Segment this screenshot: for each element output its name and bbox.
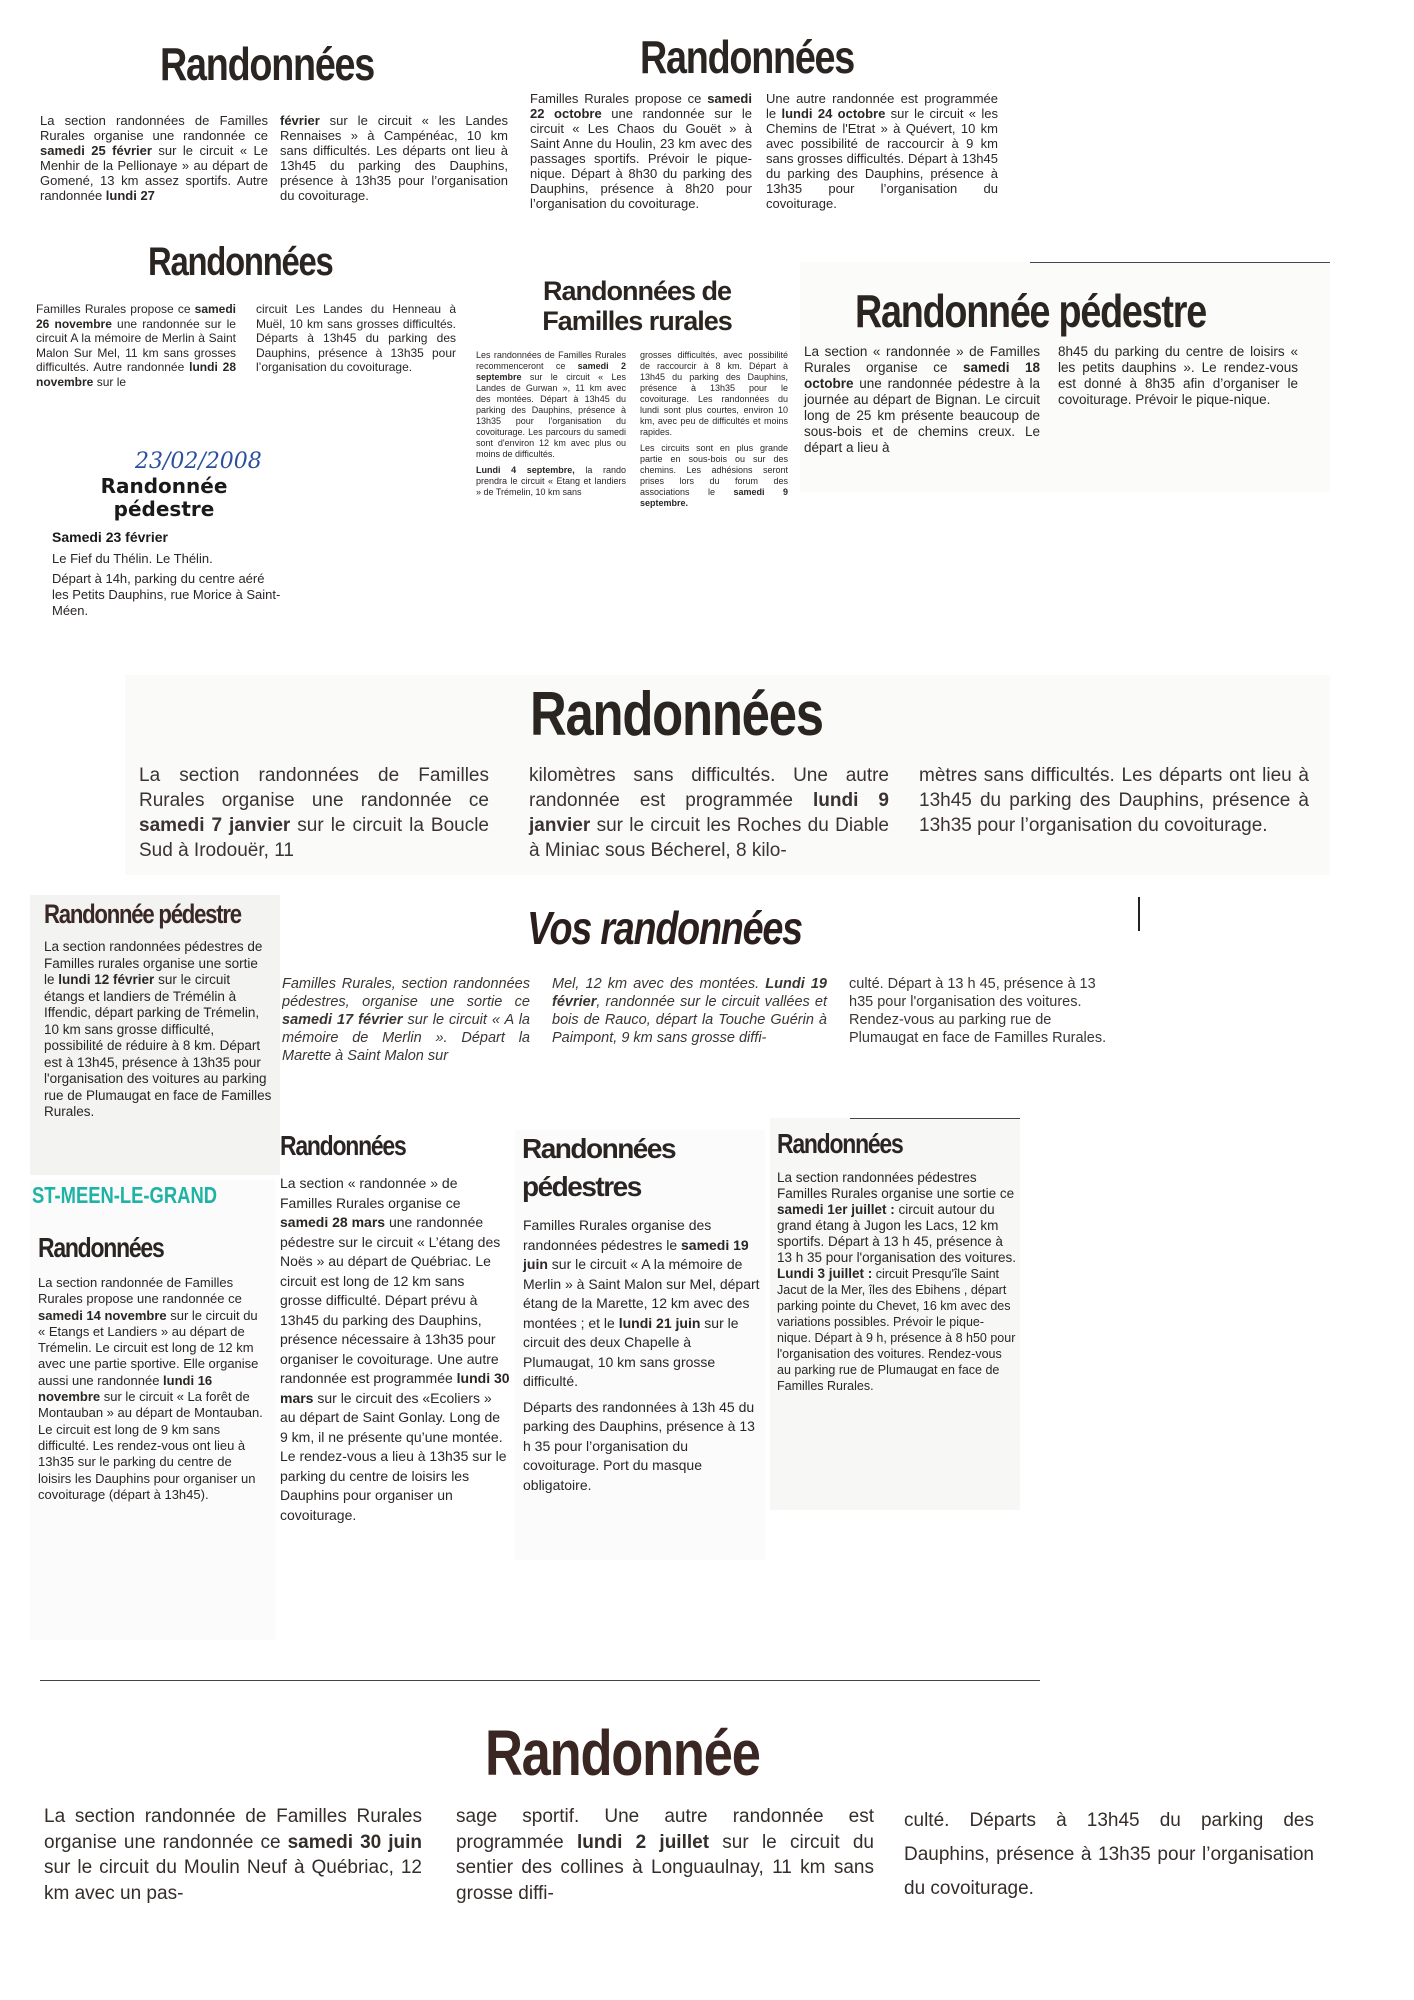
date-highlight: samedi 30 juin	[287, 1831, 422, 1853]
clipping-title: Randonnées pédestres	[522, 1133, 676, 1202]
clipping-title	[472, 276, 802, 336]
text: La section randonnées de Familles Rurales organise une randonnée ce	[40, 113, 268, 143]
article-column	[530, 91, 752, 211]
text: sur le circuit des «Ecoliers » au départ de Saint Gonlay. Long de 9 km, il ne présente qu’une montée. Le rendez-vous a lieu à 13h35 sur le parking du centre de loisirs les Dauphins pour organiser un covoiturage.	[280, 1389, 507, 1523]
article-column	[640, 350, 788, 509]
text: sur le circuit des deux Chapelle à Plumaugat, 10 km sans grosse difficulté.	[523, 1314, 739, 1389]
article-column	[456, 1804, 874, 1906]
article-column	[1058, 344, 1298, 456]
text: sur le circuit la Boucle Sud à Irodouër, 11	[139, 815, 489, 861]
clipping-title: Randonnées	[160, 38, 375, 90]
clipping-title: Randonnées	[280, 1130, 406, 1161]
clipping-3	[30, 240, 470, 410]
text: circuit Les Landes du Henneau à Muël, 10 km sans grosses difficultés. Départs à 13h45 du parking des Dauphins, présence à 13h35 pour l’organisation du covoiturage.	[256, 302, 456, 374]
article-column	[38, 1275, 268, 1503]
text: circuit Presqu'île Saint Jacut de la Mer, îles des Ebihens , départ parking pointe du Chevet, 16 km avec des variations possibles. Prévoir le pique-nique. Départ à 9 h, présence à 8 h50 pour l'organisation des voitures. Rendez-vous au parking rue de Plumaugat en face de Familles Rurales.	[777, 1267, 1016, 1393]
clipping-title: Randonnée	[485, 1717, 760, 1789]
section-header: ST-MEEN-LE-GRAND	[32, 1182, 218, 1208]
divider	[850, 1118, 1020, 1119]
text: sur le circuit du Moulin Neuf à Québriac, 12 km avec un pas-	[44, 1857, 422, 1904]
article-column	[280, 113, 508, 203]
clipping-title: Randonnée pédestre	[100, 474, 228, 521]
text: sur le circuit « les Chemins de l'Etrat » à Quévert, 10 km avec possibilité de raccourcir à 9 km sans grosses difficultés. Départ à 13h45 du parking des Dauphins, présence à 13h35 pour l’organisation du covoiturage.	[766, 106, 998, 211]
clipping-13	[770, 1118, 1020, 1510]
divider	[1030, 262, 1330, 263]
date-highlight: lundi 2 juillet	[576, 1831, 710, 1853]
clipping-14	[40, 1680, 1350, 1940]
clipping-title: Randonnées	[530, 680, 823, 749]
date-highlight: lundi 21 juin	[618, 1314, 701, 1331]
text: La section randonnées de Familles Rurales organise une randonnée ce	[139, 765, 489, 811]
clipping-4	[472, 270, 802, 520]
article-column	[476, 350, 626, 509]
text: une randonnée sur le circuit A la mémoire de Merlin à Saint Malon Sur Mel, 11 km sans grosses difficultés. Autre randonnée	[36, 316, 236, 374]
date-highlight: samedi 9 septembre.	[640, 487, 788, 508]
clipping-title: Randonnée pédestre	[44, 899, 241, 929]
text: La section randonnées pédestres de Familles rurales organise une sortie le	[44, 939, 263, 987]
text: Familles Rurales organise des randonnées pédestres le	[523, 1217, 712, 1253]
text: Les circuits sont en plus grande partie en sous-bois ou sur des chemins. Les adhésions seront prises lors du forum des associations le	[640, 443, 788, 497]
article-column	[804, 344, 1040, 456]
date-highlight: samedi 1er juillet :	[777, 1202, 895, 1217]
clipping-8	[30, 895, 280, 1175]
text: mètres sans difficultés. Les départs ont lieu à 13h45 du parking des Dauphins, présence à 13h35 pour l’organisation du covoiturage.	[919, 765, 1309, 836]
date-highlight: lundi 24 octobre	[781, 106, 886, 121]
divider	[1138, 897, 1140, 931]
text: sur le circuit « A la mémoire de Merlin ». Départ la Marette à Saint Malon sur	[282, 1012, 530, 1064]
article-column	[919, 763, 1309, 863]
article-column	[256, 302, 456, 389]
date-highlight: samedi 14 novembre	[38, 1307, 167, 1323]
date-highlight: samedi 26 novembre	[36, 302, 236, 331]
text: sur le circuit « les Landes Rennaises » à Campénéac, 10 km sans difficultés. Les départs ont lieu à 13h45 du parking des Dauphins, présence à 13h35 pour l’organisation du covoiturage.	[280, 113, 508, 203]
text: culté. Départ à 13 h 45, présence à 13 h35 pour l'organisation des voitures. Rendez-vous au parking rue de Plumaugat en face de Familles Rurales.	[849, 976, 1107, 1046]
date-highlight: lundi 9 janvier	[529, 790, 889, 836]
date-highlight: lundi 16 novembre	[38, 1372, 213, 1405]
article-column	[849, 975, 1121, 1065]
date-highlight: février	[280, 113, 320, 128]
text: Mel, 12 km avec des montées.	[552, 976, 766, 992]
article-column	[529, 763, 889, 863]
text: sur le circuit du « Etangs et Landiers » au départ de Trémelin. Le circuit est long de 12 km avec une partie sportive. Elle organise aussi une randonnée	[38, 1307, 259, 1388]
date-highlight: Lundi 19 février	[552, 976, 827, 1010]
text: une randonnée pédestre sur le circuit « L’étang des Noës » au départ de Québriac. Le circuit est long de 12 km sans grosse difficulté. Départ prévu à 13h45 du parking des Dauphins, présence nécessaire à 13h35 pour organiser le covoiturage. Une autre randonnée est programmée	[280, 1214, 501, 1386]
text: Départs des randonnées à 13h 45 du parking des Dauphins, présence à 13 h 35 pour l’organisation du covoiturage. Port du masque obligatoire.	[523, 1398, 755, 1493]
text: grosses difficultés, avec possibilité de raccourcir à 8 km. Départ à 13h45 du parking des Dauphins, présence à 13h35 pour le covoiturage. Les randonnées du lundi sont plus courtes, environ 10 km, avec peu de difficultés et moins rapides.	[640, 350, 788, 437]
text: Départ à 14h, parking du centre aéré les Petits Dauphins, rue Morice à Saint-Méen.	[52, 571, 281, 618]
date-highlight: samedi 25 février	[40, 143, 152, 158]
text: Familles Rurales propose ce	[36, 302, 195, 316]
date-highlight: Lundi 4 septembre,	[476, 465, 575, 475]
article-column	[40, 113, 268, 203]
text: Une autre randonnée est programmée le	[766, 91, 998, 121]
date-highlight: Lundi 3 juillet :	[777, 1266, 873, 1281]
date-highlight: lundi 12 février	[58, 972, 155, 987]
event-date: Samedi 23 février	[52, 529, 168, 545]
article-column	[280, 1174, 510, 1525]
clipping-title: Randonnées	[38, 1232, 164, 1263]
article-column	[777, 1170, 1017, 1394]
date-highlight: samedi 19 juin	[523, 1236, 749, 1272]
text: La section randonnées pédestres Familles Rurales organise une sortie ce	[777, 1170, 1015, 1201]
article-column	[904, 1804, 1314, 1906]
clipping-5	[800, 262, 1330, 492]
clipping-9	[282, 885, 1142, 1100]
clipping-title: Randonnées	[148, 240, 333, 284]
date-highlight: samedi 22 octobre	[530, 91, 752, 121]
text: sur le circuit du sentier des collines à Longuaulnay, 11 km sans grosse diffi-	[456, 1831, 874, 1904]
date-highlight: lundi 28 novembre	[36, 360, 237, 389]
text: la rando prendra le circuit « Etang et landiers » de Trémelin, 10 km sans	[476, 465, 626, 497]
text: kilomètres sans difficultés. Une autre randonnée est programmée	[529, 765, 889, 811]
clipping-6	[40, 445, 290, 635]
text: Les randonnées de Familles Rurales recommenceront ce	[476, 350, 626, 371]
text: sur le circuit les Roches du Diable à Miniac sous Bécherel, 8 kilo-	[529, 815, 889, 861]
article-column	[282, 975, 530, 1065]
date-highlight: samedi 2 septembre	[476, 361, 626, 382]
text: La section « randonnée » de Familles Rurales organise ce	[804, 344, 1040, 375]
text: une randonnée sur le circuit « Les Chaos du Gouët » à Saint Anne du Houlin, 23 km avec des passages sportifs. Prévoir le pique-nique. Départ à 8h30 du parking des Dauphins, présence à 8h20 pour l’organisation du covoiturage.	[530, 106, 752, 211]
text: Le Fief du Thélin. Le Thélin.	[52, 551, 213, 566]
clipping-12	[515, 1130, 765, 1560]
text: sur le circuit étangs et landiers de Trémélin à Iffendic, départ parking de Trémelin, 10 km sans grosse difficulté, possibilité de réduire à 8 km. Départ est à 13h45, présence à 13h35 pour l'organisation des voitures au parking rue de Plumaugat en face de Familles Rurales.	[44, 972, 272, 1119]
text: sur le circuit « La forêt de Montauban » au départ de Montauban. Le circuit est long de 9 km sans difficulté. Les rendez-vous ont lieu à 13h35 sur le parking du centre de loisirs les Dauphins pour organiser un covoiturage (départ à 13h45).	[38, 1389, 263, 1502]
article-column	[44, 939, 272, 1121]
date-highlight: lundi 30 mars	[280, 1370, 510, 1406]
text: Familles Rurales, section randonnées pédestres, organise une sortie ce	[282, 976, 530, 1010]
article-column	[44, 1804, 422, 1906]
date-highlight: lundi 27	[105, 188, 155, 203]
clipping-title-text: Randonnées de Familles rurales	[542, 276, 732, 336]
text: La section randonnée de Familles Rurales organise une randonnée ce	[44, 1806, 422, 1853]
clipping-7	[125, 675, 1330, 875]
article-text	[52, 551, 282, 619]
text: sage sportif. Une autre randonnée est programmée	[456, 1806, 874, 1853]
article-column	[523, 1216, 761, 1495]
date-highlight: samedi 18 octobre	[804, 360, 1040, 391]
article-column	[36, 302, 236, 389]
clipping-1	[30, 25, 510, 225]
text: culté. Départs à 13h45 du parking des Dauphins, présence à 13h35 pour l’organisation du covoiturage.	[904, 1810, 1314, 1899]
article-column	[766, 91, 998, 211]
text: circuit autour du grand étang à Jugon les Lacs, 12 km sportifs. Départ à 13 h 45, présence à 13 h 35 pour l'organisation des voitures.	[777, 1202, 1016, 1265]
text: sur le circuit « Les Landes de Gurwan », 11 km avec des montées. Départ à 13h45 du parking des Dauphins, présence à 13h35 pour l'organisation du covoiturage. Les parcours du samedi sont d'environ 12 km avec plus ou moins de difficultés.	[476, 372, 626, 459]
text: sur le circuit « Le Menhir de la Pellionaye » au départ de Gomené, 13 km assez sportifs. Autre randonnée	[40, 143, 269, 203]
text: , randonnée sur le circuit vallées et bois de Rauco, départ la Touche Guérin à Paimpont, 9 km sans grosse diffi-	[552, 994, 827, 1046]
clipping-title: Randonnée pédestre	[855, 285, 1206, 337]
clipping-title: Vos randonnées	[527, 902, 802, 954]
article-column	[139, 763, 489, 863]
clipping-10	[30, 1180, 275, 1640]
clipping-11	[278, 1130, 513, 1620]
clipping-title: Randonnées	[777, 1128, 903, 1159]
text: une randonnée pédestre à la journée au départ de Bignan. Le circuit long de 25 km présente beaucoup de sous-bois et de chemins creux. Le départ a lieu à	[804, 376, 1040, 455]
clipping-2	[520, 25, 1015, 235]
text: sur le	[93, 374, 127, 389]
text: La section « randonnée » de Familles Rurales organise ce	[280, 1175, 461, 1211]
date-highlight: samedi 17 février	[282, 1012, 403, 1028]
date-highlight: samedi 28 mars	[280, 1214, 386, 1230]
handwritten-date: 23/02/2008	[135, 449, 262, 474]
divider	[40, 1680, 1040, 1681]
text: La section randonnée de Familles Rurales propose une randonnée ce	[38, 1275, 242, 1307]
clipping-title: Randonnées	[640, 31, 855, 83]
text: Familles Rurales propose ce	[530, 91, 708, 106]
text: sur le circuit « A la mémoire de Merlin » à Saint Malon sur Mel, départ étang de la Marette, 12 km avec des montées ; et le	[523, 1256, 760, 1331]
article-column	[552, 975, 827, 1065]
text: 8h45 du parking du centre de loisirs « les petits dauphins ». Le rendez-vous est donné à 8h35 afin d’organiser le covoiturage. Prévoir le pique-nique.	[1058, 344, 1298, 407]
date-highlight: samedi 7 janvier	[139, 815, 291, 836]
